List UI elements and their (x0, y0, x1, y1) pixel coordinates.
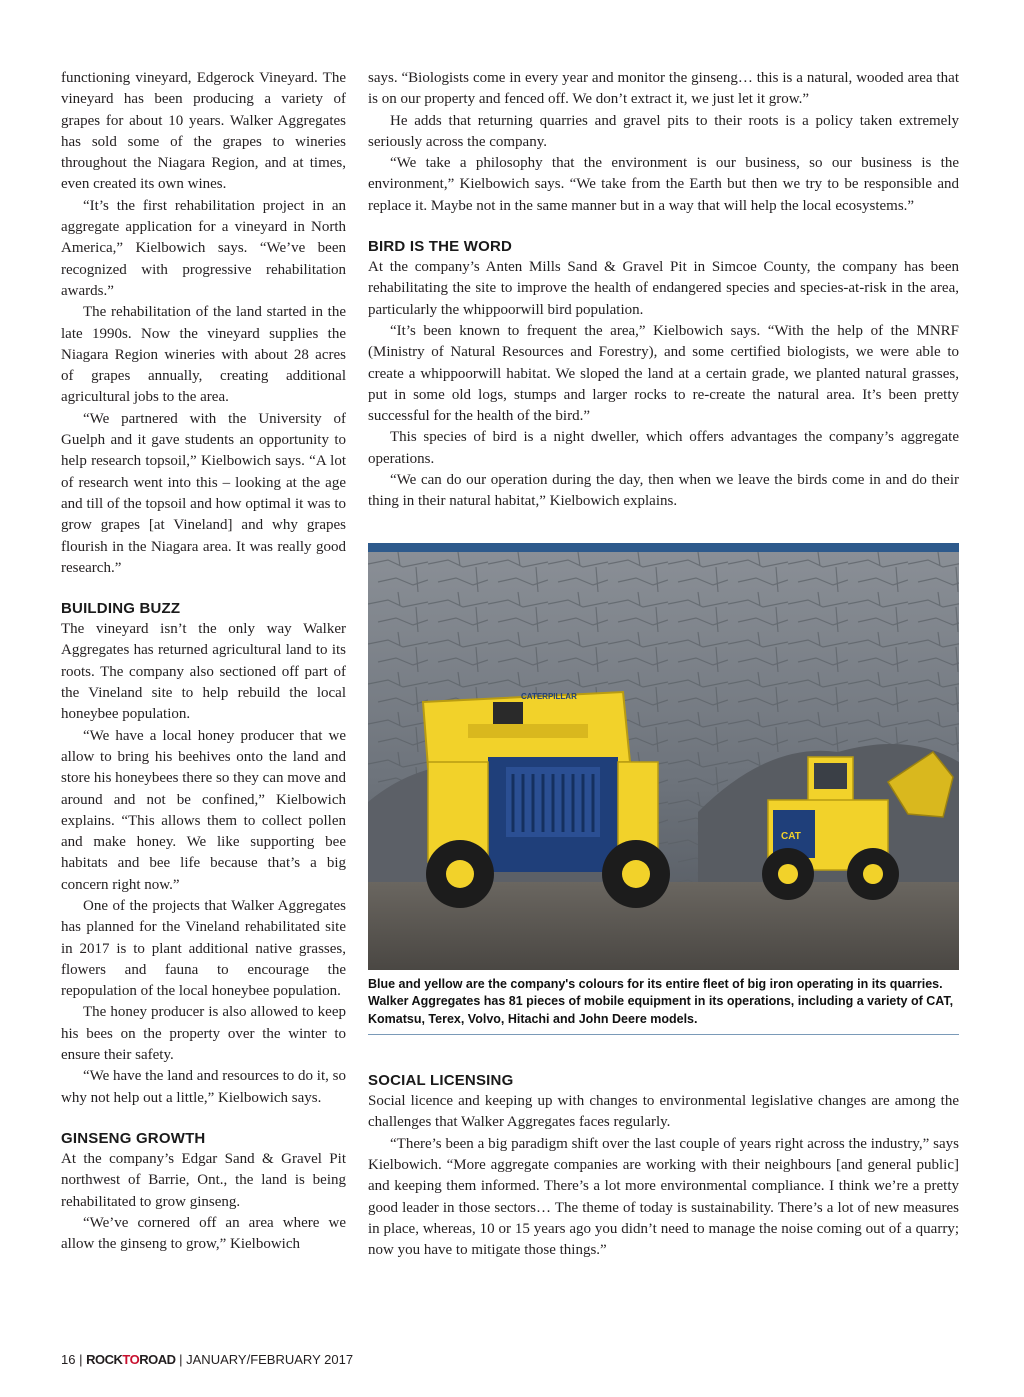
footer-separator: | (179, 1352, 183, 1367)
right-column (368, 68, 959, 1262)
article-paragraph: functioning vineyard, Edgerock Vineyard. The vineyard has been producing a variety of grapes for about 10 years. Walker Aggregates has sold some of the grapes to wineries throughout the Niagara Region, and at times, even created its own wines. (61, 70, 346, 193)
article-paragraph: “There’s been a big paradigm shift over the last couple of years right across the industry,” says Kielbowich. “More aggregate companies are working with their neighbours [and general public] and keeping them informed. There’s a lot more environmental compliance. I think we’re a pretty good leader in those sectors… The theme of today is sustainability. There’s a lot of new measures in place, whereas, 10 or 15 years ago you didn’t need to manage the noise coming out of a quarry; now you have to mitigate those things.” (368, 1135, 959, 1259)
issue-date: JANUARY/FEBRUARY 2017 (186, 1352, 354, 1367)
article-paragraph: “It’s been known to frequent the area,” Kielbowich says. “With the help of the MNRF (Ministry of Natural Resources and Forestry), and some certified biologists, we were able to create a whippoorwill habitat. We sloped the land at a certain grade, we planted natural grasses, put in some old logs, stumps and larger rocks to re-create the natural area. It’s been pretty successful for the health of the bird.” (368, 322, 959, 425)
article-paragraph: “We have the land and resources to do it, so why not help out a little,” Kielbowich says. (61, 1068, 346, 1106)
article-paragraph: At the company’s Anten Mills Sand & Gravel Pit in Simcoe County, the company has been rehabilitating the site to improve the health of endangered species and species-at-risk in the area, particularly the whippoorwill bird population. (368, 259, 959, 318)
footer-separator: | (79, 1352, 83, 1367)
section-heading-social-licensing: SOCIAL LICENSING (368, 1072, 514, 1090)
quarry-photo-figure (368, 543, 959, 1036)
photo-caption: Blue and yellow are the company's colours for its entire fleet of big iron operating in its quarries. Walker Aggregates has 81 pieces of mobile equipment in its operations, including a variety of CAT, Komatsu, Terex, Volvo, Hitachi and John Deere models. (368, 976, 959, 1036)
article-paragraph: This species of bird is a night dweller, which offers advantages the company’s aggregate operations. (368, 429, 959, 467)
article-paragraph: “We take a philosophy that the environment is our business, so our business is the environment,” Kielbowich says. “We take from the Earth but then we try to be responsible and replace it. Maybe not in the same manner but in a way that will help the local ecosystems.” (368, 155, 959, 214)
article-paragraph: The honey producer is also allowed to keep his bees on the property over the winter to ensure their safety. (61, 1004, 346, 1064)
section-heading-building-buzz: BUILDING BUZZ (61, 600, 181, 618)
article-paragraph: says. “Biologists come in every year and monitor the ginseng… this is a natural, wooded area that is on our property and fenced off. We don’t extract it, we just let it grow.” (368, 70, 959, 108)
article-paragraph: Social licence and keeping up with changes to environmental legislative changes are among the challenges that Walker Aggregates faces regularly. (368, 1093, 959, 1131)
logo-part-rock: ROCK (86, 1352, 123, 1367)
article-paragraph: “It’s the first rehabilitation project in an aggregate application for a vineyard in North America,” Kielbowich says. “We’ve been recognized with progressive rehabilitation awards.” (61, 197, 346, 299)
article-paragraph: The vineyard isn’t the only way Walker Aggregates has returned agricultural land to its roots. The company also sectioned off part of the Vineland site to help rebuild the local honeybee population. (61, 621, 346, 723)
section-heading-ginseng-growth: GINSENG GROWTH (61, 1129, 206, 1147)
page-footer (61, 1352, 353, 1367)
article-paragraph: He adds that returning quarries and gravel pits to their roots is a policy taken extremely seriously across the company. (368, 112, 959, 150)
page-number: 16 (61, 1352, 76, 1367)
article-paragraph: The rehabilitation of the land started in the late 1990s. Now the vineyard supplies the Niagara Region wineries with about 28 acres of grapes annually, creating additional agricultural jobs to the area. (61, 304, 346, 406)
article-paragraph: At the company’s Edgar Sand & Gravel Pit northwest of Barrie, Ont., the land is being rehabilitated to grow ginseng. (61, 1150, 346, 1210)
article-paragraph: One of the projects that Walker Aggregates has planned for the Vineland rehabilitated site in 2017 is to plant additional native grasses, flowers and fauna to encourage the repopulation of the local honeybee population. (61, 897, 346, 1000)
left-column (61, 68, 346, 1255)
magazine-logo (86, 1352, 175, 1367)
article-paragraph: “We have a local honey producer that we allow to bring his beehives onto the land and store his honeybees there so they can move and around and not be confined,” Kielbowich explains. “This allows them to collect pollen and make honey. We like supporting bee habitats and bee life because that’s a big concern right now.” (61, 727, 346, 893)
article-paragraph: “We can do our operation during the day, then when we leave the birds come in and do their thing in their natural habitat,” Kielbowich explains. (368, 472, 959, 510)
logo-part-to: TO (122, 1352, 140, 1367)
section-heading-bird-is-the-word: BIRD IS THE WORD (368, 238, 513, 256)
article-paragraph: “We’ve cornered off an area where we allow the ginseng to grow,” Kielbowich (61, 1214, 346, 1253)
truck-brand-label: CATERPILLAR (521, 691, 577, 701)
loader-brand-label: CAT (781, 830, 801, 842)
quarry-trucks-illustration (368, 552, 959, 970)
quarry-photo (368, 543, 959, 970)
logo-part-road: ROAD (139, 1352, 176, 1367)
article-paragraph: “We partnered with the University of Guelph and it gave students an opportunity to help research topsoil,” Kielbowich says. “A lot of research went into this – looking at the age and till of the topsoil and how optimal it was to grow grapes [at Vineland] and why grapes flourish in the Niagara area. It was really good research.” (61, 410, 346, 576)
